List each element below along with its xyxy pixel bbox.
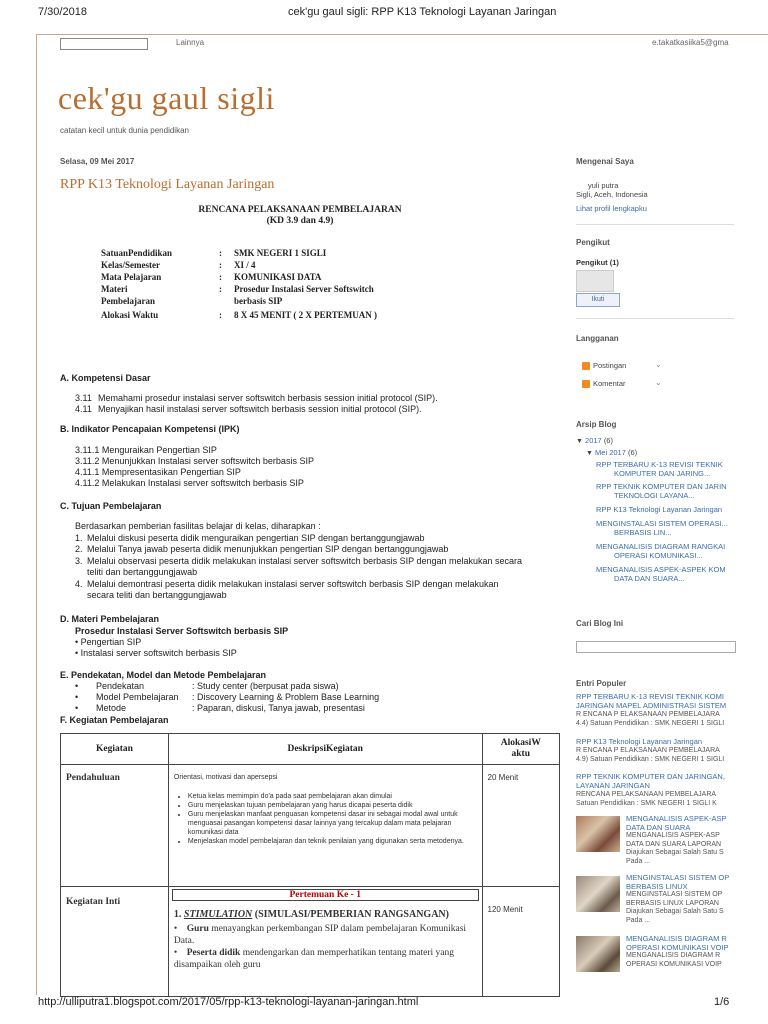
triangle-down-icon: ▼ — [586, 450, 593, 457]
inti-item: • Peserta didik mendengarkan dan memperhatikan tentang materi yang disampaikan oleh guru — [173, 948, 454, 970]
popular-snippet: R ENCANA P ELAKSANAAN PEMBELAJARA — [576, 711, 720, 718]
step-keyword: STIMULATION — [183, 909, 253, 920]
archive-year-count: (6) — [603, 436, 613, 445]
row-inti-name: Kegiatan Inti — [61, 887, 169, 997]
list-item: • Guru menjelaskan manfaat penguasan kompetensi dasar ini sebagai modal awal untuk menguasai pasangan kompetensi dasar lainnya yang tercakup dalam mata pelajaran komunikasi data — [188, 810, 477, 837]
identity-value: KOMUNIKASI DATA — [234, 272, 322, 282]
table-header-alokasi-l1: AlokasiW — [500, 738, 541, 748]
popular-thumbnail[interactable] — [576, 876, 620, 912]
triangle-down-icon: ▼ — [576, 438, 583, 445]
table-header-alokasi — [482, 734, 559, 765]
meeting-label: Pertemuan Ke - 1 — [172, 889, 479, 901]
inti-item-text: mendengarkan dan memperhatikan tentang materi yang disampaikan oleh guru — [173, 948, 454, 970]
popular-snippet: Pada ... — [626, 857, 651, 865]
section-a-heading: A. Kompetensi Dasar — [60, 373, 151, 383]
inti-item-actor: Peserta didik — [186, 948, 241, 958]
row-inti-desc — [168, 887, 482, 997]
subscribe-heading: Langganan — [576, 334, 619, 343]
subscribe-comments[interactable] — [582, 379, 626, 388]
popular-thumbnail[interactable] — [576, 816, 620, 852]
identity-value: SMK NEGERI 1 SIGLI — [234, 248, 327, 258]
archive-post-line: DATA DAN SUARA... — [614, 574, 685, 583]
post-title[interactable]: RPP K13 Teknologi Layanan Jaringan — [60, 177, 275, 192]
pendekatan-bullet: • — [75, 703, 79, 713]
archive-post-link[interactable] — [596, 460, 736, 478]
subscribe-posts-label: Postingan — [593, 361, 627, 370]
tujuan-number: 1. — [75, 533, 83, 543]
search-heading: Cari Blog Ini — [576, 619, 624, 628]
popular-link: RPP TEKNIK KOMPUTER DAN JARINGAN, — [576, 772, 725, 781]
identity-key: Mata Pelajaran — [101, 272, 162, 282]
doc-title: RENCANA PELAKSANAAN PEMBELAJARAN — [198, 205, 402, 215]
popular-link: MENGANALISIS ASPEK-ASP — [626, 815, 727, 823]
inti-item: • Guru menayangkan perkembangan SIP dalam pembelajaran Komunikasi Data. — [173, 924, 467, 946]
archive-post-line: RPP TERBARU K-13 REVISI TEKNIK — [596, 460, 723, 469]
archive-post-link[interactable] — [596, 565, 736, 583]
popular-entry[interactable] — [626, 874, 736, 925]
popular-snippet: R ENCANA P ELAKSANAAN PEMBELAJARA — [576, 747, 720, 754]
table-header-kegiatan: Kegiatan — [61, 734, 169, 765]
followers-count: Pengikut (1) — [576, 258, 619, 267]
tujuan-text-cont: secara teliti dan bertanggungjawab — [87, 590, 227, 600]
tujuan-text: Melalui demontrasi peserta didik melakukan instalasi server softswitch berbasis SIP dengan melakukan — [87, 579, 499, 589]
identity-value: XI / 4 — [234, 260, 256, 270]
row-pendahuluan-intro: Orientasi, motivasi dan apersepsi — [173, 774, 278, 781]
list-item: • Menjelaskan model pembelajaran dan teknik penilaian yang digunakan serta metodenya. — [188, 837, 477, 846]
post-date: Selasa, 09 Mei 2017 — [60, 157, 135, 166]
table-header-alokasi-l2: aktu — [511, 749, 530, 759]
archive-post-line: OPERASI KOMUNIKASI... — [614, 551, 703, 560]
ipk-item: 4.11.2 Melakukan Instalasi server softswitch berbasis SIP — [75, 478, 304, 488]
ipk-item: 3.11.1 Menguraikan Pengertian SIP — [75, 445, 217, 455]
follow-button[interactable]: Ikuti — [576, 293, 620, 307]
archive-post-link[interactable] — [596, 505, 736, 514]
archive-post-line: RPP K13 Teknologi Layanan Jaringan — [596, 505, 723, 514]
archive-post-line: BERBASIS LIN... — [614, 528, 672, 537]
stimulation-step — [174, 909, 477, 921]
popular-snippet: Diajukan Sebagai Salah Satu S — [626, 849, 724, 856]
kd-text: Menyajikan hasil instalasi server softswitch berbasis session initial protocol (SIP). — [98, 404, 422, 414]
about-name[interactable]: yuli putra — [588, 181, 619, 190]
popular-snippet: 4.4) Satuan Pendidikan : SMK NEGERI 1 SIGLI — [576, 720, 725, 727]
identity-value: Prosedur Instalasi Server Softswitch — [234, 284, 374, 294]
archive-month[interactable] — [586, 448, 637, 457]
list-item: • Ketua kelas memimpin do'a pada saat pembelajaran akan dimulai — [188, 792, 477, 801]
popular-link: MENGANALISIS DIAGRAM R — [626, 935, 727, 943]
popular-link: BERBASIS LINUX — [626, 881, 688, 891]
identity-key: Pembelajaran — [101, 296, 155, 306]
popular-snippet: Pada ... — [626, 916, 651, 924]
inti-item-text: menayangkan perkembangan SIP dalam pembelajaran Komunikasi Data. — [173, 924, 467, 946]
tujuan-number: 2. — [75, 544, 83, 554]
rss-icon — [582, 380, 590, 388]
tujuan-number: 3. — [75, 556, 83, 566]
identity-key: Alokasi Waktu — [101, 310, 159, 320]
popular-snippet: OPERASI KOMUNIKASI VOIP — [626, 960, 722, 968]
print-page-number: 1/6 — [714, 996, 730, 1008]
doc-subtitle: (KD 3.9 dan 4.9) — [266, 216, 334, 226]
pendekatan-value: : Paparan, diskusi, Tanya jawab, presentasi — [192, 703, 365, 713]
inti-item-actor: Guru — [186, 924, 209, 934]
popular-snippet: Satuan Pendidikan : SMK NEGERI 1 SIGLI K — [576, 800, 717, 807]
row-pendahuluan-name: Pendahuluan — [61, 765, 169, 887]
identity-colon: : — [219, 248, 222, 258]
pendekatan-value: : Discovery Learning & Problem Base Learning — [192, 692, 380, 702]
popular-snippet: DATA DAN SUARA LAPORAN — [626, 840, 722, 848]
pendekatan-key: Model Pembelajaran — [96, 692, 179, 702]
archive-year-label: 2017 — [585, 436, 602, 445]
row-inti-time: 120 Menit — [482, 887, 559, 997]
print-date: 7/30/2018 — [38, 6, 87, 18]
print-title: cek'gu gaul sigli: RPP K13 Teknologi Layanan Jaringan — [288, 6, 557, 18]
identity-key: Kelas/Semester — [101, 260, 160, 270]
archive-post-link[interactable] — [596, 519, 736, 537]
pendekatan-value: : Study center (berpusat pada siswa) — [192, 681, 339, 691]
step-number: 1. — [173, 909, 182, 920]
identity-key: Materi — [101, 284, 128, 294]
popular-snippet: MENGANALISIS DIAGRAM R — [626, 952, 721, 959]
navbar-next-link[interactable]: Lainnya — [176, 38, 205, 47]
archive-post-line: RPP TEKNIK KOMPUTER DAN JARIN — [596, 482, 727, 491]
tujuan-intro: Berdasarkan pemberian fasilitas belajar di kelas, diharapkan : — [75, 521, 321, 531]
popular-snippet: Diajukan Sebagai Salah Satu S — [626, 908, 724, 915]
tujuan-text: Melalui Tanya jawab peserta didik menunjukkan pengertian SIP dengan bertanggungjawab — [87, 544, 449, 554]
identity-colon: : — [219, 260, 222, 270]
popular-thumbnail[interactable] — [576, 936, 620, 972]
archive-post-link[interactable] — [596, 542, 736, 560]
archive-year[interactable] — [576, 436, 613, 445]
popular-entry[interactable] — [576, 692, 734, 728]
archive-post-link[interactable] — [596, 482, 736, 500]
blog-description: catatan kecil untuk dunia pendidikan — [60, 126, 189, 135]
archive-post-line: MENGINSTALASI SISTEM OPERASI... — [596, 519, 728, 528]
subscribe-comments-label: Komentar — [593, 379, 626, 388]
materi-item: • Instalasi server softswitch berbasis SIP — [75, 648, 237, 658]
row-pendahuluan-desc — [168, 765, 482, 887]
tujuan-number: 4. — [75, 579, 83, 589]
tujuan-text: Melalui diskusi peserta didik menguraikan pengertian SIP dengan bertanggungjawab — [87, 533, 425, 543]
popular-entry[interactable] — [626, 935, 736, 969]
chevron-down-icon[interactable]: ⌄ — [655, 378, 662, 387]
follower-avatar[interactable] — [576, 270, 614, 292]
navbar-search-input[interactable] — [60, 38, 148, 50]
pendekatan-key: Metode — [96, 703, 127, 713]
table-header-deskripsi: DeskripsiKegiatan — [168, 734, 482, 765]
popular-link: MENGINSTALASI SISTEM OP — [626, 874, 730, 882]
popular-snippet: 4.9) Satuan Pendidikan : SMK NEGERI 1 SIGLI — [576, 756, 725, 763]
section-c-heading: C. Tujuan Pembelajaran — [60, 501, 162, 511]
kd-number: 3.11 — [75, 393, 92, 403]
divider — [576, 318, 734, 319]
materi-item: • Pengertian SIP — [75, 637, 142, 647]
identity-key: SatuanPendidikan — [101, 248, 173, 258]
section-d-heading: D. Materi Pembelajaran — [60, 614, 160, 624]
ipk-item: 3.11.2 Menunjukkan Instalasi server softswitch berbasis SIP — [75, 456, 314, 466]
kd-number: 4.11 — [75, 404, 92, 414]
archive-post-line: MENGANALISIS DIAGRAM RANGKAI — [596, 542, 726, 551]
chevron-down-icon[interactable]: ⌄ — [655, 360, 662, 369]
tujuan-text-cont: teliti dan bertanggungjawab — [87, 567, 198, 577]
popular-snippet: BERBASIS LINUX LAPORAN — [626, 899, 719, 907]
archive-post-line: KOMPUTER DAN JARING... — [614, 469, 711, 478]
identity-value: berbasis SIP — [234, 296, 283, 306]
popular-link: DATA DAN SUARA — [626, 822, 691, 832]
ipk-item: 4.11.1 Mempresentasikan Pengertian SIP — [75, 467, 241, 477]
section-e-heading: E. Pendekatan, Model dan Metode Pembelajaran — [60, 670, 267, 680]
popular-entry[interactable] — [576, 737, 734, 764]
kegiatan-table — [60, 733, 560, 997]
identity-value: 8 X 45 MENIT ( 2 X PERTEMUAN ) — [234, 310, 378, 320]
print-url: http://ulliputra1.blogspot.com/2017/05/rpp-k13-teknologi-layanan-jaringan.html — [38, 996, 419, 1008]
archive-heading: Arsip Blog — [576, 420, 617, 429]
popular-snippet: MENGANALISIS ASPEK-ASP — [626, 832, 720, 839]
list-item: • Guru menjelaskan tujuan pembelajaran yang harus dicapai peserta didik — [188, 801, 477, 810]
pendekatan-bullet: • — [75, 681, 79, 691]
step-rest: (SIMULASI/PEMBERIAN RANGSANGAN) — [252, 909, 449, 920]
materi-title: Prosedur Instalasi Server Softswitch berbasis SIP — [75, 626, 289, 636]
identity-colon: : — [219, 284, 222, 294]
divider — [576, 224, 734, 225]
about-location: Sigli, Aceh, Indonesia — [576, 190, 648, 199]
materi-item-text: Pengertian SIP — [80, 637, 142, 647]
popular-heading: Entri Populer — [576, 679, 627, 688]
archive-month-label: Mei 2017 — [595, 448, 626, 457]
popular-link: OPERASI KOMUNIKASI VOIP — [626, 942, 729, 952]
sidebar-search-input[interactable] — [576, 641, 736, 653]
kd-text: Memahami prosedur instalasi server softswitch berbasis session initial protocol (SIP). — [98, 393, 438, 403]
blog-title[interactable]: cek'gu gaul sigli — [58, 80, 275, 116]
popular-link: RPP K13 Teknologi Layanan Jaringan — [576, 737, 703, 746]
popular-link: JARINGAN MAPEL ADMINISTRASI SISTEM — [576, 701, 727, 710]
archive-month-count: (6) — [627, 448, 638, 457]
popular-link: RPP TERBARU K-13 REVISI TEKNIK KOMI — [576, 692, 724, 701]
row-pendahuluan-time: 20 Menit — [482, 765, 559, 887]
followers-heading: Pengikut — [576, 238, 610, 247]
identity-colon: : — [219, 310, 222, 320]
navbar-email: e.takatkasiika5@gma — [652, 38, 729, 47]
identity-colon: : — [219, 272, 222, 282]
pendekatan-key: Pendekatan — [96, 681, 145, 691]
subscribe-posts[interactable] — [582, 361, 626, 370]
section-b-heading: B. Indikator Pencapaian Kompetensi (IPK) — [60, 424, 240, 434]
materi-item-text: Instalasi server softswitch berbasis SIP — [80, 648, 237, 658]
archive-post-line: MENGANALISIS ASPEK-ASPEK KOM — [596, 565, 726, 574]
popular-entry[interactable] — [576, 772, 734, 808]
popular-snippet: RENCANA PELAKSANAAN PEMBELAJARA — [576, 791, 717, 798]
pendekatan-bullet: • — [75, 692, 79, 702]
popular-link: LAYANAN JARINGAN — [576, 781, 650, 790]
about-heading: Mengenai Saya — [576, 157, 634, 166]
popular-snippet: MENGINSTALASI SISTEM OP — [626, 891, 723, 898]
section-f-heading: F. Kegiatan Pembelajaran — [60, 715, 169, 725]
tujuan-text: Melalui observasi peserta didik melakukan instalasi server softswitch berbasis SIP dengan melakukan secara — [87, 556, 523, 566]
rss-icon — [582, 362, 590, 370]
about-profile-link[interactable]: Lihat profil lengkapku — [576, 204, 647, 213]
archive-post-line: TEKNOLOGI LAYANA... — [614, 491, 695, 500]
popular-entry[interactable] — [626, 815, 736, 866]
